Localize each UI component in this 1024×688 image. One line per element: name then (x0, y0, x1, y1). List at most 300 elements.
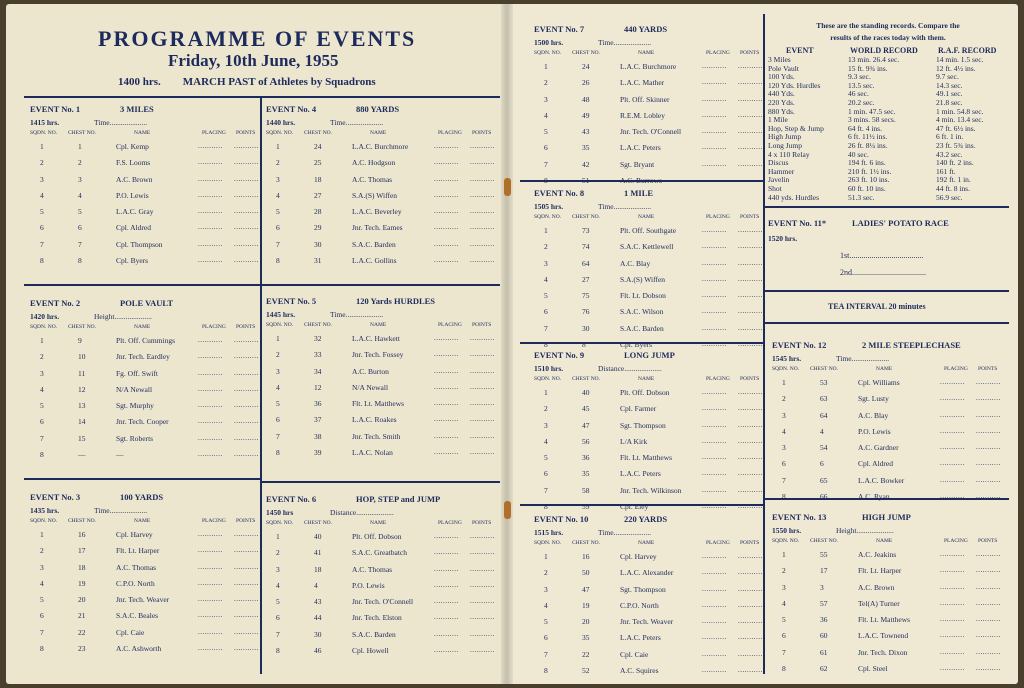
entry-row (534, 226, 774, 242)
placing-blank: ........... (198, 627, 223, 636)
event-result-field: Time.................... (836, 354, 890, 363)
athlete-name: Cpl. Steel (858, 664, 888, 674)
event-block (772, 512, 1012, 680)
event-number: EVENT No. 6 (266, 494, 317, 504)
placing-blank: ........... (198, 352, 223, 361)
sqdn-number: 6 (544, 633, 548, 643)
placing-blank: ........... (198, 530, 223, 538)
sqdn-number: 5 (544, 617, 548, 627)
event-11-number: EVENT No. 11* (768, 218, 827, 228)
sqdn-number: 3 (544, 258, 548, 268)
sqdn-number: 6 (276, 613, 280, 623)
placing-blank: ........... (702, 62, 727, 70)
chest-number: 21 (78, 611, 86, 621)
column-headers (266, 322, 502, 334)
record-raf: 14.3 sec. (936, 80, 963, 90)
points-blank: ........... (234, 336, 259, 344)
athlete-name: L.A.C. Alexander (620, 568, 674, 578)
entry-row (772, 459, 1012, 475)
athlete-name: Cpl. Kemp (116, 142, 149, 151)
entry-row (534, 666, 774, 682)
athlete-name: A.C. Thomas (352, 564, 393, 574)
record-world: 40 sec. (848, 149, 869, 159)
record-world: 1 min. 47.5 sec. (848, 106, 896, 116)
event-11-first: 1st..................................... (840, 251, 924, 260)
placing-blank: ........... (198, 417, 223, 426)
sqdn-number: 4 (544, 274, 548, 284)
sqdn-number: 3 (782, 443, 786, 453)
athlete-name: A.C. Squires (620, 666, 659, 676)
page-title: PROGRAMME OF EVENTS (98, 26, 417, 51)
sqdn-number: 6 (276, 223, 280, 233)
placing-blank: ........... (198, 562, 223, 571)
entry-row (266, 367, 502, 383)
entry-row (266, 350, 502, 366)
points-blank: ........... (976, 664, 1001, 673)
sqdn-number: 5 (544, 127, 548, 137)
chest-number: 36 (582, 453, 590, 463)
placing-blank: ........... (702, 110, 727, 119)
record-event: 100 Yds. (768, 72, 795, 82)
event-heading (534, 350, 774, 364)
entry-row (266, 334, 502, 350)
event-heading (266, 296, 502, 310)
entry-row (534, 486, 774, 502)
athlete-name: L.A.C. Burchmore (620, 62, 677, 71)
col-chest: CHEST NO. (304, 322, 333, 328)
entry-row (772, 664, 1012, 680)
sqdn-number: 4 (276, 382, 280, 392)
entry-row (30, 530, 262, 546)
athlete-name: Jnr. Tech. Fossey (352, 350, 404, 360)
sqdn-number: 3 (40, 174, 44, 184)
athlete-name: A.C. Hodgson (352, 158, 396, 168)
points-blank: ........... (738, 666, 763, 675)
placing-blank: ........... (434, 399, 459, 408)
entry-row (772, 648, 1012, 664)
sqdn-number: 4 (276, 580, 280, 590)
placing-blank: ........... (434, 548, 459, 557)
record-event: Shot (768, 183, 782, 193)
event-heading (772, 512, 1012, 526)
record-world: 15 ft. 9¾ ins. (848, 63, 888, 73)
sqdn-number: 2 (40, 158, 44, 168)
athlete-name: S.A.C. Greatbatch (352, 548, 407, 558)
col-sqdn: SQDN. NO. (266, 520, 294, 526)
points-blank: ........... (234, 450, 259, 459)
placing-blank: ........... (434, 564, 459, 573)
chest-number: 46 (314, 646, 322, 656)
chest-number: 58 (582, 485, 590, 495)
sqdn-number: 2 (40, 352, 44, 362)
col-sqdn: SQDN. NO. (30, 324, 58, 330)
athlete-name: Cpl. Caie (116, 627, 145, 637)
placing-blank: ........... (434, 207, 459, 216)
athlete-name: N/A Newall (116, 384, 153, 394)
chest-number: 53 (820, 378, 828, 387)
entry-row (534, 291, 774, 307)
points-blank: ........... (738, 649, 763, 658)
sqdn-number: 4 (276, 190, 280, 200)
chest-number: 63 (820, 394, 828, 404)
chest-number: 16 (582, 552, 590, 561)
placing-blank: ........... (940, 598, 965, 607)
event-heading (534, 514, 774, 528)
divider-rule (261, 284, 500, 286)
chest-number: 37 (314, 415, 322, 425)
col-chest: CHEST NO. (68, 130, 97, 136)
points-blank: ........... (234, 256, 259, 265)
entry-row (30, 434, 262, 450)
athlete-name: S.A.(S) Wiffen (620, 274, 666, 284)
entry-row (30, 142, 262, 158)
sqdn-number: 5 (544, 291, 548, 301)
athlete-name: Plt. Off. Dobson (620, 388, 670, 397)
chest-number: 4 (78, 190, 82, 200)
entry-row (266, 448, 502, 464)
record-raf: 1 min. 54.8 sec. (936, 106, 984, 116)
points-blank: ........... (738, 127, 763, 136)
points-blank: ........... (738, 404, 763, 413)
placing-blank: ........... (940, 426, 965, 435)
record-world: 13.5 sec. (848, 80, 875, 90)
entry-row (30, 240, 262, 256)
placing-blank: ........... (940, 647, 965, 656)
points-blank: ........... (470, 532, 495, 540)
event-name: 120 Yards HURDLES (356, 296, 436, 306)
points-blank: ........... (976, 394, 1001, 403)
chest-number: 49 (582, 110, 590, 120)
sqdn-number: 8 (544, 176, 548, 186)
col-name: NAME (370, 322, 387, 328)
chest-number: 24 (314, 142, 322, 151)
sqdn-number: 1 (782, 378, 786, 387)
event-block (534, 188, 774, 356)
athlete-name: L.A.C. Bowker (858, 475, 905, 485)
placing-blank: ........... (702, 485, 727, 494)
chest-number: 25 (314, 158, 322, 168)
placing-blank: ........... (434, 142, 459, 150)
placing-blank: ........... (198, 433, 223, 442)
athlete-name: S.A.(S) Wiffen (352, 190, 398, 200)
sqdn-number: 8 (276, 256, 280, 266)
chest-number: 8 (582, 340, 586, 350)
athlete-name: L.A.C. Beverley (352, 207, 402, 217)
column-headers (534, 50, 774, 62)
chest-number: — (78, 450, 86, 460)
points-blank: ........... (470, 382, 495, 391)
sqdn-number: 3 (782, 410, 786, 420)
points-blank: ........... (234, 158, 259, 167)
placing-blank: ........... (702, 226, 727, 234)
entry-row (266, 415, 502, 431)
chest-number: 30 (582, 323, 590, 333)
column-headers (266, 130, 502, 142)
points-blank: ........... (234, 611, 259, 620)
event-number: EVENT No. 2 (30, 298, 81, 308)
sqdn-number: 2 (276, 350, 280, 360)
chest-number: 11 (78, 368, 86, 378)
points-blank: ........... (470, 399, 495, 408)
entry-row (266, 597, 502, 613)
placing-blank: ........... (702, 143, 727, 152)
event-time-row (30, 312, 262, 324)
placing-blank: ........... (198, 384, 223, 393)
entry-row (266, 207, 502, 223)
placing-blank: ........... (434, 366, 459, 375)
points-blank: ........... (234, 562, 259, 571)
points-blank: ........... (470, 256, 495, 265)
event-11-time: 1520 hrs. (768, 234, 798, 243)
athlete-name: Cpl. Caie (620, 649, 649, 659)
sqdn-number: 7 (782, 475, 786, 485)
event-number: EVENT No. 4 (266, 104, 317, 114)
placing-blank: ........... (702, 340, 727, 349)
athlete-name: A.C. Burton (352, 366, 389, 376)
placing-blank: ........... (940, 615, 965, 624)
points-blank: ........... (470, 646, 495, 655)
col-placing: PLACING (202, 518, 226, 524)
placing-blank: ........... (434, 431, 459, 440)
chest-number: 3 (78, 174, 82, 184)
records-intro-line: These are the standing records. Compare the (816, 21, 960, 30)
event-name: LONG JUMP (624, 350, 675, 360)
chest-number: 24 (582, 62, 590, 71)
placing-blank: ........... (702, 649, 727, 658)
sqdn-number: 6 (782, 459, 786, 469)
athlete-name: A.C. Brown (116, 174, 153, 184)
points-blank: ........... (234, 433, 259, 442)
event-result-field: Distance.................... (330, 508, 394, 517)
points-blank: ........... (470, 142, 495, 150)
event-time: 1550 hrs. (772, 526, 802, 535)
sqdn-number: 1 (276, 334, 280, 343)
chest-number: 35 (582, 143, 590, 153)
points-blank: ........... (234, 223, 259, 232)
chest-number: 15 (78, 433, 86, 443)
points-blank: ........... (738, 584, 763, 593)
event-block (30, 492, 262, 660)
placing-blank: ........... (434, 532, 459, 540)
sqdn-number: 7 (40, 239, 44, 249)
record-raf: 56.9 sec. (936, 192, 963, 202)
record-world: 64 ft. 4 ins. (848, 123, 882, 133)
athlete-name: Cpl. Williams (858, 378, 900, 387)
event-number: EVENT No. 9 (534, 350, 585, 360)
entry-row (772, 411, 1012, 427)
header-rule (24, 96, 500, 98)
placing-blank: ........... (702, 453, 727, 462)
event-name: POLE VAULT (120, 298, 173, 308)
placing-blank: ........... (198, 368, 223, 377)
placing-blank: ........... (198, 611, 223, 620)
tea-interval: TEA INTERVAL 20 minutes (828, 302, 926, 311)
col-name: NAME (134, 130, 151, 136)
record-row (768, 82, 1008, 91)
entry-row (772, 631, 1012, 647)
athlete-name: L.A.C. Roakes (352, 415, 397, 425)
chest-number: 6 (820, 459, 824, 469)
standing-records (768, 20, 1008, 202)
record-raf: 21.8 sec. (936, 97, 963, 107)
col-points: POINTS (978, 538, 998, 544)
col-points: POINTS (236, 518, 256, 524)
athlete-name: A.C. Brown (858, 582, 895, 592)
col-chest: CHEST NO. (68, 518, 97, 524)
event-time: 1440 hrs. (266, 118, 296, 127)
event-result-field: Time.................... (330, 118, 384, 127)
record-raf: 14 min. 1.5 sec. (936, 55, 984, 64)
col-name: NAME (370, 130, 387, 136)
event-name: 880 YARDS (356, 104, 400, 114)
chest-number: 13 (78, 401, 86, 411)
entry-row (266, 240, 502, 256)
athlete-name: S.A.C. Kettlewell (620, 242, 674, 252)
placing-blank: ........... (434, 174, 459, 183)
points-blank: ........... (738, 176, 763, 185)
chest-number: 18 (314, 174, 322, 184)
record-raf: 140 ft. 2 ins. (936, 158, 974, 168)
col-placing: PLACING (706, 214, 730, 220)
record-raf: 4 min. 13.4 sec. (936, 115, 984, 125)
chest-number: 64 (582, 258, 590, 268)
event-time: 1515 hrs. (534, 528, 564, 537)
points-blank: ........... (738, 485, 763, 494)
column-headers (534, 214, 774, 226)
athlete-name: Jnr. Tech. Cooper (116, 417, 169, 427)
entry-row (772, 378, 1012, 394)
sqdn-number: 3 (544, 584, 548, 594)
points-blank: ........... (470, 239, 495, 248)
event-time-row (534, 528, 774, 540)
event-name: 220 YARDS (624, 514, 668, 524)
record-world: 20.2 sec. (848, 97, 875, 107)
chest-number: 62 (820, 664, 828, 674)
entry-row (534, 307, 774, 323)
athlete-name: Sgt. Thompson (620, 420, 666, 430)
athlete-name: Jnr. Tech. Eardley (116, 352, 170, 362)
entry-row (534, 421, 774, 437)
staple (504, 178, 511, 196)
chest-number: 45 (582, 404, 590, 414)
record-world: 60 ft. 10 ins. (848, 183, 886, 193)
chest-number: 50 (582, 568, 590, 578)
sqdn-number: 2 (782, 394, 786, 404)
entry-row (30, 223, 262, 239)
sqdn-number: 5 (276, 399, 280, 409)
placing-blank: ........... (198, 450, 223, 459)
entry-row (30, 579, 262, 595)
col-placing: PLACING (438, 130, 462, 136)
athlete-name: L.A.C. Gray (116, 207, 154, 217)
entry-row (534, 601, 774, 617)
divider-rule (24, 478, 261, 480)
sqdn-number: 5 (276, 207, 280, 217)
event-number: EVENT No. 5 (266, 296, 317, 306)
placing-blank: ........... (702, 258, 727, 267)
chest-number: 47 (582, 584, 590, 594)
points-blank: ........... (738, 258, 763, 267)
col-points: POINTS (472, 520, 492, 526)
record-event: 1 Mile (768, 115, 788, 125)
event-time-row (534, 202, 774, 214)
event-name: 2 MILE STEEPLECHASE (862, 340, 961, 350)
column-headers (30, 518, 262, 530)
placing-blank: ........... (702, 127, 727, 136)
col-name: NAME (134, 518, 151, 524)
records-header-raf: R.A.F. RECORD (938, 46, 997, 55)
entry-row (266, 630, 502, 646)
event-time: 1420 hrs. (30, 312, 60, 321)
points-blank: ........... (234, 190, 259, 199)
col-chest: CHEST NO. (572, 376, 601, 382)
chest-number: 20 (78, 595, 86, 605)
event-time: 1545 hrs. (772, 354, 802, 363)
placing-blank: ........... (434, 597, 459, 606)
placing-blank: ........... (702, 388, 727, 396)
event-result-field: Time.................... (94, 118, 148, 127)
col-sqdn: SQDN. NO. (534, 376, 562, 382)
athlete-name: Cpl. Farmer (620, 404, 657, 414)
athlete-name: L.A.C. Mather (620, 78, 665, 88)
sqdn-number: 4 (544, 110, 548, 120)
chest-number: 6 (78, 223, 82, 233)
record-world: 26 ft. 8¼ ins. (848, 140, 888, 150)
chest-number: 43 (314, 597, 322, 607)
placing-blank: ........... (434, 158, 459, 167)
event-block (266, 296, 502, 464)
points-blank: ........... (738, 323, 763, 332)
event-time: 1500 hrs. (534, 38, 564, 47)
event-time: 1435 hrs. (30, 506, 60, 515)
sqdn-number: 5 (40, 401, 44, 411)
event-heading (30, 104, 262, 118)
entry-row (534, 95, 774, 111)
record-world: 210 ft. 1½ ins. (848, 166, 892, 176)
record-raf: 44 ft. 8 ins. (936, 183, 970, 193)
col-points: POINTS (978, 366, 998, 372)
col-points: POINTS (740, 540, 760, 546)
sqdn-number: 3 (40, 368, 44, 378)
points-blank: ........... (738, 307, 763, 316)
records-table (768, 56, 1008, 202)
points-blank: ........... (738, 453, 763, 462)
points-blank: ........... (234, 401, 259, 410)
athlete-name: C.P.O. North (620, 600, 659, 610)
record-event: Hop, Step & Jump (768, 123, 824, 133)
sqdn-number: 6 (544, 469, 548, 479)
athlete-name: S.A.C. Barden (620, 323, 664, 333)
chest-number: 28 (314, 207, 322, 217)
chest-number: 74 (582, 242, 590, 252)
records-header-world: WORLD RECORD (850, 46, 918, 55)
placing-blank: ........... (198, 578, 223, 587)
chest-number: 51 (582, 176, 590, 186)
event-time-row (266, 310, 502, 322)
placing-blank: ........... (940, 566, 965, 575)
col-sqdn: SQDN. NO. (772, 366, 800, 372)
col-placing: PLACING (706, 540, 730, 546)
col-placing: PLACING (944, 538, 968, 544)
placing-blank: ........... (702, 242, 727, 251)
event-number: EVENT No. 13 (772, 512, 827, 522)
chest-number: 43 (582, 127, 590, 137)
event-block (30, 298, 262, 466)
event-time-row (534, 364, 774, 376)
placing-blank: ........... (702, 78, 727, 87)
athlete-name: Jnr. Tech. O'Connell (352, 597, 414, 607)
event-11-name: LADIES' POTATO RACE (852, 218, 949, 228)
